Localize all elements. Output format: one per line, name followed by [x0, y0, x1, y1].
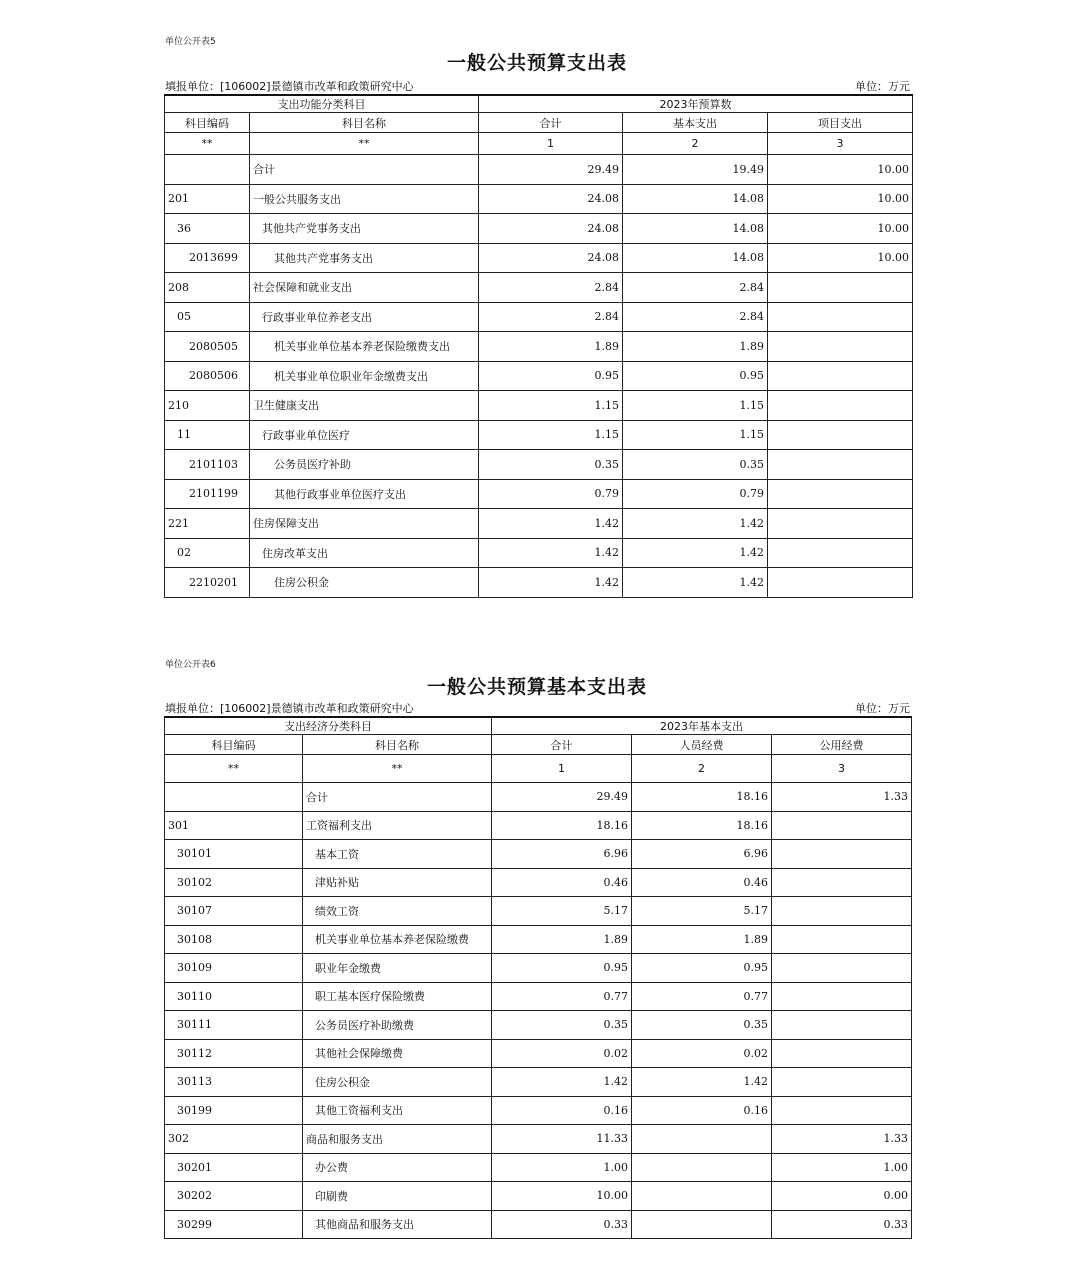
row-code: 301 [165, 811, 303, 840]
row-basic: 19.49 [623, 155, 768, 185]
table-row [165, 954, 912, 983]
page-label-5: 单位公开表5 [165, 37, 216, 47]
row-total: 0.77 [492, 982, 632, 1011]
row-code: 36 [165, 214, 250, 244]
table-row [165, 1210, 912, 1239]
row-code: 02 [165, 538, 250, 568]
table-row [165, 538, 913, 568]
row-total: 0.79 [479, 479, 623, 509]
row-total: 0.35 [492, 1011, 632, 1040]
row-personnel [632, 1182, 772, 1211]
table-row [165, 897, 912, 926]
row-personnel: 1.42 [632, 1068, 772, 1097]
row-personnel [632, 1125, 772, 1154]
row-name: 住房公积金 [303, 1068, 492, 1097]
row-name: 基本工资 [303, 840, 492, 869]
row-basic: 2.84 [623, 302, 768, 332]
index-cell: 3 [768, 133, 913, 155]
row-name: 机关事业单位基本养老保险缴费 [303, 925, 492, 954]
row-name: 津贴补贴 [303, 868, 492, 897]
row-code: 201 [165, 184, 250, 214]
page-title-6: 一般公共预算基本支出表 [426, 676, 647, 698]
row-basic: 1.42 [623, 568, 768, 598]
table-row [165, 568, 913, 598]
col-header-total: 合计 [479, 113, 623, 133]
row-total: 24.08 [479, 184, 623, 214]
row-name: 绩效工资 [303, 897, 492, 926]
row-basic: 14.08 [623, 184, 768, 214]
row-basic: 1.15 [623, 391, 768, 421]
row-code: 208 [165, 273, 250, 303]
group-header-left: 支出功能分类科目 [165, 95, 479, 113]
row-basic: 1.42 [623, 509, 768, 539]
row-total: 0.95 [479, 361, 623, 391]
row-total: 1.42 [479, 509, 623, 539]
row-code: 302 [165, 1125, 303, 1154]
row-public [772, 954, 912, 983]
row-personnel: 0.16 [632, 1096, 772, 1125]
row-total: 0.33 [492, 1210, 632, 1239]
row-public [772, 1011, 912, 1040]
row-public [772, 982, 912, 1011]
row-code: 210 [165, 391, 250, 421]
table-row [165, 332, 913, 362]
table-row [165, 982, 912, 1011]
row-personnel [632, 1210, 772, 1239]
row-total: 1.15 [479, 391, 623, 421]
row-name: 卫生健康支出 [250, 391, 479, 421]
row-public [772, 1039, 912, 1068]
row-project [768, 450, 913, 480]
row-name: 其他共产党事务支出 [250, 214, 479, 244]
row-basic: 14.08 [623, 243, 768, 273]
index-cell: 2 [623, 133, 768, 155]
table-row [165, 840, 912, 869]
table-row [165, 1011, 912, 1040]
row-personnel: 18.16 [632, 811, 772, 840]
budget-expenditure-table [164, 94, 913, 598]
row-code: 2210201 [165, 568, 250, 598]
row-personnel: 0.35 [632, 1011, 772, 1040]
row-public [772, 868, 912, 897]
row-total: 2.84 [479, 302, 623, 332]
row-total: 0.35 [479, 450, 623, 480]
currency-unit-6: 单位：万元 [855, 702, 910, 715]
table-row [165, 1153, 912, 1182]
row-name: 职业年金缴费 [303, 954, 492, 983]
table-row [165, 783, 912, 812]
table-row [165, 184, 913, 214]
row-project [768, 391, 913, 421]
col-header-name: 科目名称 [250, 113, 479, 133]
row-code: 30201 [165, 1153, 303, 1182]
row-code: 30113 [165, 1068, 303, 1097]
row-project [768, 361, 913, 391]
col-header-total: 合计 [492, 735, 632, 755]
row-name: 住房公积金 [250, 568, 479, 598]
row-name: 合计 [250, 155, 479, 185]
table-row [165, 868, 912, 897]
table-row [165, 302, 913, 332]
row-project: 10.00 [768, 155, 913, 185]
row-name: 其他社会保障缴费 [303, 1039, 492, 1068]
row-code [165, 783, 303, 812]
table-row [165, 811, 912, 840]
row-name: 住房保障支出 [250, 509, 479, 539]
row-total: 0.46 [492, 868, 632, 897]
row-project [768, 273, 913, 303]
index-cell: 2 [632, 755, 772, 783]
row-project: 10.00 [768, 184, 913, 214]
row-code: 05 [165, 302, 250, 332]
row-public: 1.33 [772, 783, 912, 812]
row-name: 机关事业单位职业年金缴费支出 [250, 361, 479, 391]
row-personnel [632, 1153, 772, 1182]
group-header-right: 2023年预算数 [479, 95, 913, 113]
row-name: 工资福利支出 [303, 811, 492, 840]
row-total: 1.42 [492, 1068, 632, 1097]
row-total: 1.89 [479, 332, 623, 362]
row-public: 1.33 [772, 1125, 912, 1154]
row-name: 其他共产党事务支出 [250, 243, 479, 273]
table-row [165, 155, 913, 185]
row-code: 30299 [165, 1210, 303, 1239]
row-project: 10.00 [768, 214, 913, 244]
table-row [165, 420, 913, 450]
row-basic: 0.95 [623, 361, 768, 391]
row-code: 30102 [165, 868, 303, 897]
row-basic: 2.84 [623, 273, 768, 303]
index-cell: 3 [772, 755, 912, 783]
row-name: 公务员医疗补助 [250, 450, 479, 480]
row-public [772, 925, 912, 954]
row-code: 30112 [165, 1039, 303, 1068]
row-code: 30107 [165, 897, 303, 926]
table-row [165, 479, 913, 509]
row-name: 机关事业单位基本养老保险缴费支出 [250, 332, 479, 362]
row-total: 0.95 [492, 954, 632, 983]
table-row [165, 1039, 912, 1068]
col-header-public: 公用经费 [772, 735, 912, 755]
row-name: 行政事业单位养老支出 [250, 302, 479, 332]
index-cell: 1 [479, 133, 623, 155]
col-header-personnel: 人员经费 [632, 735, 772, 755]
row-name: 其他工资福利支出 [303, 1096, 492, 1125]
row-total: 29.49 [492, 783, 632, 812]
row-basic: 1.89 [623, 332, 768, 362]
row-personnel: 0.02 [632, 1039, 772, 1068]
row-project [768, 302, 913, 332]
row-total: 10.00 [492, 1182, 632, 1211]
basic-expenditure-table [164, 716, 912, 1239]
row-public [772, 1068, 912, 1097]
row-total: 0.16 [492, 1096, 632, 1125]
row-code: 2101199 [165, 479, 250, 509]
row-public [772, 840, 912, 869]
row-code: 30110 [165, 982, 303, 1011]
row-personnel: 0.46 [632, 868, 772, 897]
row-project [768, 538, 913, 568]
table-row [165, 509, 913, 539]
table-row [165, 391, 913, 421]
row-name: 办公费 [303, 1153, 492, 1182]
row-code: 2080506 [165, 361, 250, 391]
row-total: 0.02 [492, 1039, 632, 1068]
index-cell: ** [250, 133, 479, 155]
row-name: 商品和服务支出 [303, 1125, 492, 1154]
page-label-6: 单位公开表6 [165, 660, 216, 670]
group-header-right: 2023年基本支出 [492, 717, 912, 735]
row-total: 1.42 [479, 568, 623, 598]
row-basic: 1.15 [623, 420, 768, 450]
row-total: 1.42 [479, 538, 623, 568]
row-code: 30199 [165, 1096, 303, 1125]
row-total: 5.17 [492, 897, 632, 926]
row-name: 合计 [303, 783, 492, 812]
row-total: 1.15 [479, 420, 623, 450]
col-header-code: 科目编码 [165, 113, 250, 133]
row-code: 30109 [165, 954, 303, 983]
col-header-basic: 基本支出 [623, 113, 768, 133]
row-public: 0.00 [772, 1182, 912, 1211]
row-personnel: 18.16 [632, 783, 772, 812]
row-name: 其他行政事业单位医疗支出 [250, 479, 479, 509]
index-cell: 1 [492, 755, 632, 783]
row-project [768, 509, 913, 539]
table-row [165, 1096, 912, 1125]
row-project [768, 332, 913, 362]
table-row [165, 1182, 912, 1211]
row-public [772, 897, 912, 926]
row-public: 0.33 [772, 1210, 912, 1239]
row-name: 公务员医疗补助缴费 [303, 1011, 492, 1040]
row-code [165, 155, 250, 185]
col-header-name: 科目名称 [303, 735, 492, 755]
row-project [768, 420, 913, 450]
row-code: 30202 [165, 1182, 303, 1211]
row-total: 29.49 [479, 155, 623, 185]
row-code: 221 [165, 509, 250, 539]
row-code: 2080505 [165, 332, 250, 362]
row-personnel: 0.95 [632, 954, 772, 983]
row-personnel: 6.96 [632, 840, 772, 869]
table-row [165, 214, 913, 244]
row-name: 一般公共服务支出 [250, 184, 479, 214]
row-total: 1.00 [492, 1153, 632, 1182]
row-total: 6.96 [492, 840, 632, 869]
row-project: 10.00 [768, 243, 913, 273]
row-code: 2013699 [165, 243, 250, 273]
row-code: 30101 [165, 840, 303, 869]
row-name: 住房改革支出 [250, 538, 479, 568]
table-row [165, 273, 913, 303]
col-header-project: 项目支出 [768, 113, 913, 133]
currency-unit-5: 单位：万元 [855, 80, 910, 93]
unit-info-6: 填报单位：[106002]景德镇市改革和政策研究中心 [165, 702, 414, 715]
row-public [772, 1096, 912, 1125]
page-title-5: 一般公共预算支出表 [446, 52, 627, 74]
table-row [165, 1125, 912, 1154]
row-basic: 0.35 [623, 450, 768, 480]
row-total: 1.89 [492, 925, 632, 954]
unit-info-5: 填报单位：[106002]景德镇市改革和政策研究中心 [165, 80, 414, 93]
row-personnel: 0.77 [632, 982, 772, 1011]
row-project [768, 568, 913, 598]
row-code: 11 [165, 420, 250, 450]
table-row [165, 925, 912, 954]
row-total: 24.08 [479, 214, 623, 244]
row-total: 24.08 [479, 243, 623, 273]
row-total: 18.16 [492, 811, 632, 840]
table-row [165, 450, 913, 480]
row-basic: 0.79 [623, 479, 768, 509]
group-header-left: 支出经济分类科目 [165, 717, 492, 735]
index-cell: ** [165, 133, 250, 155]
row-basic: 14.08 [623, 214, 768, 244]
index-cell: ** [303, 755, 492, 783]
row-name: 其他商品和服务支出 [303, 1210, 492, 1239]
row-public: 1.00 [772, 1153, 912, 1182]
col-header-code: 科目编码 [165, 735, 303, 755]
row-total: 11.33 [492, 1125, 632, 1154]
row-project [768, 479, 913, 509]
row-name: 职工基本医疗保险缴费 [303, 982, 492, 1011]
table-row [165, 1068, 912, 1097]
row-code: 2101103 [165, 450, 250, 480]
row-total: 2.84 [479, 273, 623, 303]
row-name: 印刷费 [303, 1182, 492, 1211]
row-personnel: 5.17 [632, 897, 772, 926]
row-public [772, 811, 912, 840]
row-basic: 1.42 [623, 538, 768, 568]
table-row [165, 361, 913, 391]
row-personnel: 1.89 [632, 925, 772, 954]
row-code: 30108 [165, 925, 303, 954]
row-name: 行政事业单位医疗 [250, 420, 479, 450]
row-name: 社会保障和就业支出 [250, 273, 479, 303]
index-cell: ** [165, 755, 303, 783]
table-row [165, 243, 913, 273]
row-code: 30111 [165, 1011, 303, 1040]
